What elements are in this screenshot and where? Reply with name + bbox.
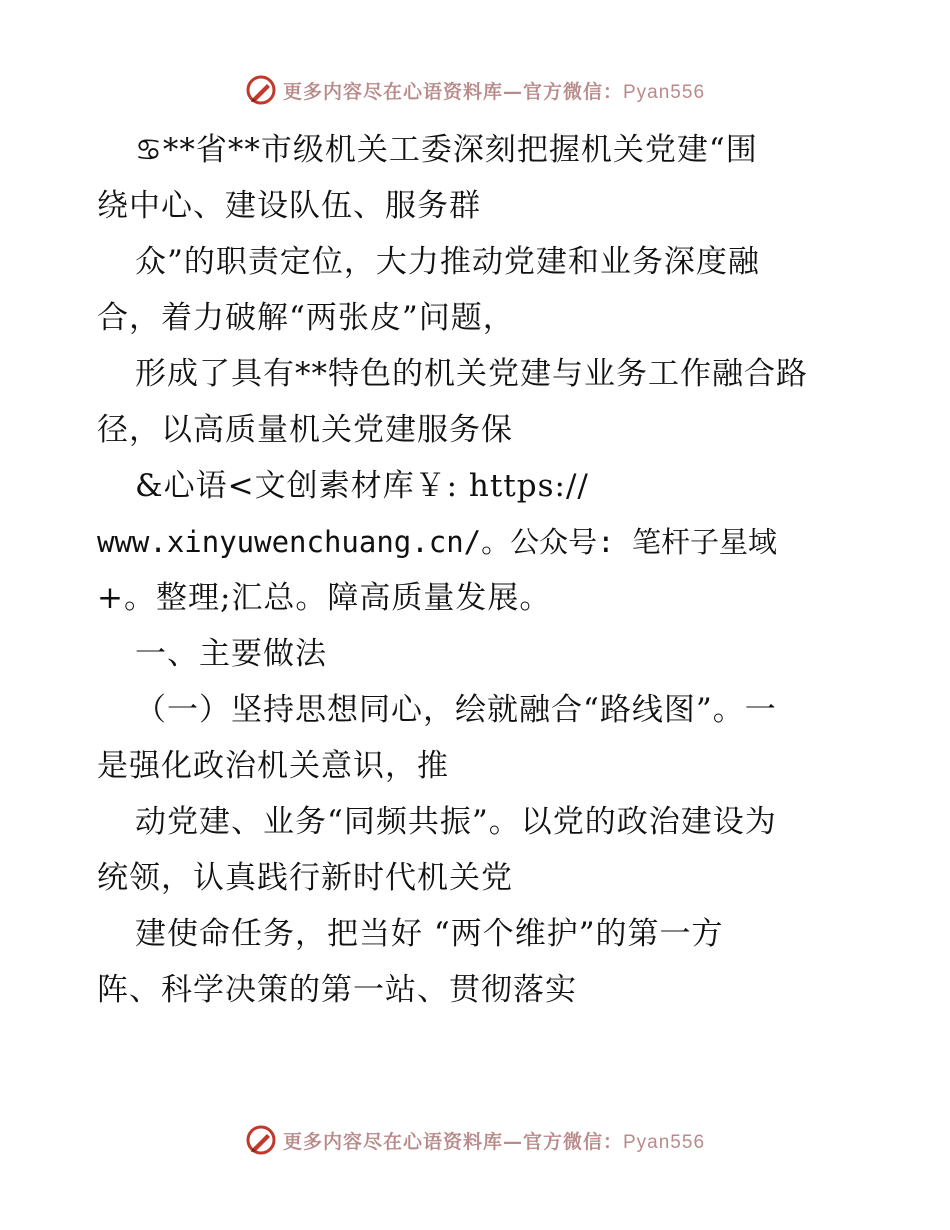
bullet-symbol-icon: ♋ — [135, 133, 163, 168]
footer-wechat-account: Pyan556 — [623, 1131, 706, 1153]
paragraph-line: 径，以高质量机关党建服务保 — [97, 412, 513, 448]
paragraph-line: ♋**省**市级机关工委深刻把握机关党建“围 — [97, 122, 877, 178]
subsection-heading: （一）坚持思想同心，绘就融合“路线图”。一 — [135, 692, 777, 728]
header-wechat-account: Pyan556 — [623, 81, 706, 103]
watermark-line: &心语<文创素材库￥: https:// — [135, 468, 589, 504]
pen-logo-icon — [245, 74, 277, 106]
paragraph-line: 建使命任务，把当好 “两个维护”的第一方 — [135, 916, 724, 952]
paragraph-line: 合，着力破解“两张皮”问题， — [97, 300, 515, 336]
footer-banner-text: 更多内容尽在心语资料库—官方微信：Pyan556 — [282, 1130, 706, 1153]
paragraph-line: 是强化政治机关意识，推 — [97, 748, 449, 784]
document-body — [97, 122, 877, 1018]
paragraph-line: 阵、科学决策的第一站、贯彻落实 — [97, 972, 577, 1008]
watermark-line: www.xinyuwenchuang.cn/。公众号: 笔杆子星域 — [97, 525, 778, 559]
footer-banner — [0, 1120, 950, 1160]
header-banner-text: 更多内容尽在心语资料库—官方微信：Pyan556 — [282, 80, 706, 103]
section-heading: 一、主要做法 — [135, 636, 327, 672]
paragraph-line: 动党建、业务“同频共振”。以党的政治建设为 — [135, 804, 777, 840]
paragraph-line: +。整理;汇总。障高质量发展。 — [97, 580, 552, 616]
pen-logo-icon — [245, 1124, 277, 1156]
header-banner — [0, 70, 950, 110]
paragraph-line: 绕中心、建设队伍、服务群 — [97, 188, 481, 224]
paragraph-line: 形成了具有**特色的机关党建与业务工作融合路 — [135, 356, 808, 392]
paragraph-line: 统领，认真践行新时代机关党 — [97, 860, 513, 896]
paragraph-line: 众”的职责定位，大力推动党建和业务深度融 — [135, 244, 760, 280]
